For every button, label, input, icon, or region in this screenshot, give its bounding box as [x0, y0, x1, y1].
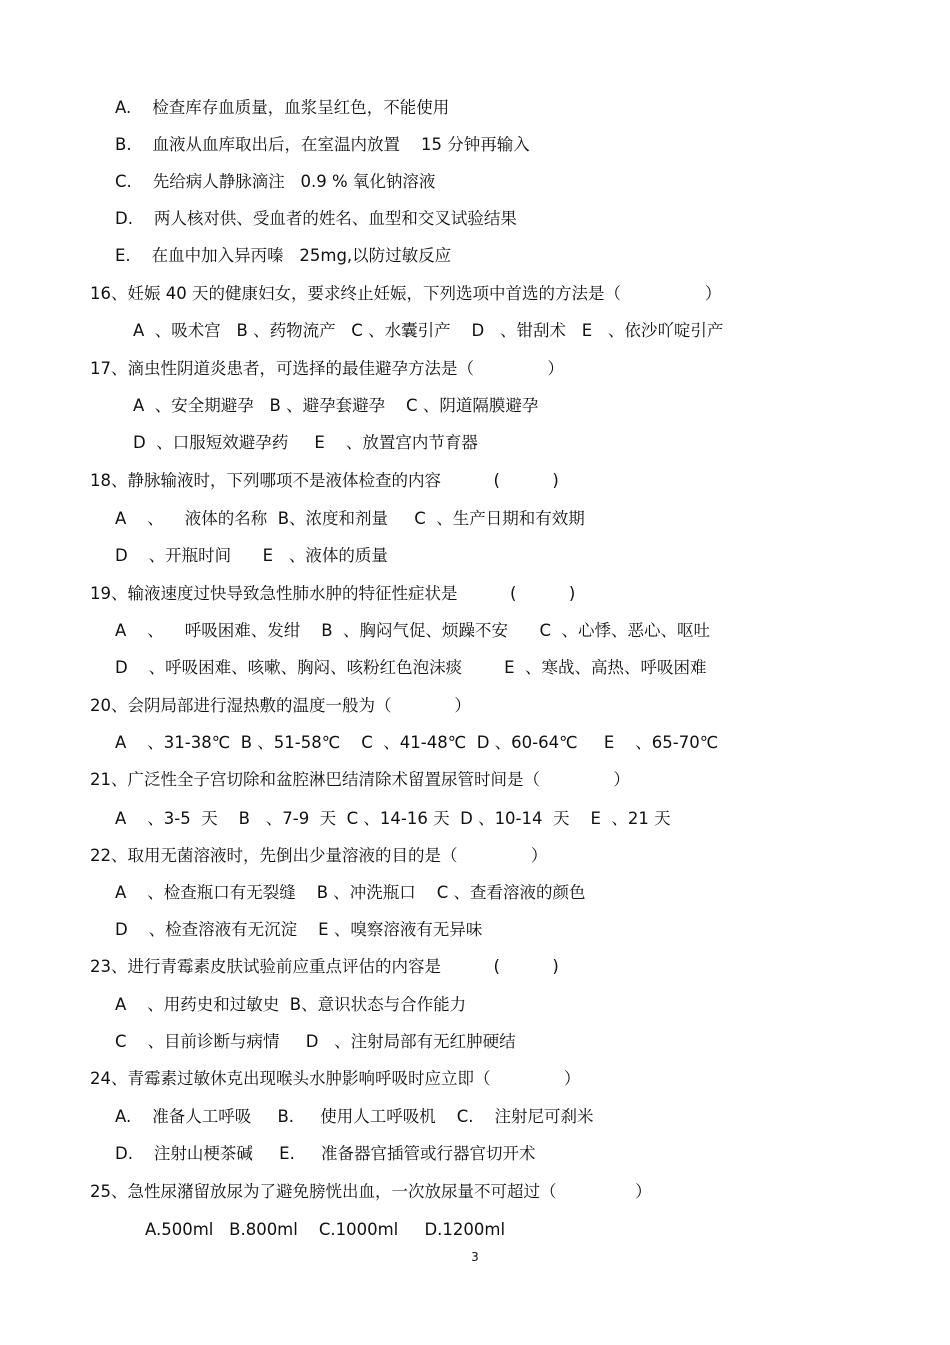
q15-option-b: B. 血液从血库取出后，在室温内放置 15 分钟再输入	[115, 135, 530, 154]
q16-options: A 、吸术宫 B 、药物流产 C 、水囊引产 D 、钳刮术 E 、依沙吖啶引产	[133, 321, 724, 340]
q20-options: A 、31-38℃ B 、51-58℃ C 、41-48℃ D 、60-64℃ E 、65-70℃	[115, 733, 719, 752]
q17-options-line1: A 、安全期避孕 B 、避孕套避孕 C 、阴道隔膜避孕	[133, 396, 539, 415]
question-16: 16、妊娠 40 天的健康妇女，要求终止妊娠，下列选项中首选的方法是（ ）	[90, 284, 722, 303]
q23-options-line1: A 、用药史和过敏史 B、意识状态与合作能力	[115, 995, 467, 1014]
q19-options-line1: A 、 呼吸困难、发绀 B 、胸闷气促、烦躁不安 C 、心悸、恶心、呕吐	[115, 621, 711, 640]
q17-options-line2: D 、口服短效避孕药 E 、放置宫内节育器	[133, 433, 478, 452]
page-number: 3	[471, 1250, 479, 1264]
q15-option-e: E. 在血中加入异丙嗪 25mg,以防过敏反应	[115, 246, 452, 265]
question-18: 18、静脉输液时，下列哪项不是液体检查的内容 ( )	[90, 471, 559, 490]
question-21: 21、广泛性全子宫切除和盆腔淋巴结清除术留置尿管时间是（ ）	[90, 770, 630, 789]
q15-option-a: A. 检查库存血质量，血浆呈红色，不能使用	[115, 98, 450, 117]
question-20: 20、会阴局部进行湿热敷的温度一般为（ ）	[90, 696, 471, 715]
q24-options-line2: D. 注射山梗茶碱 E. 准备器官插管或行器官切开术	[115, 1144, 536, 1163]
q22-options-line2: D 、检查溶液有无沉淀 E 、嗅察溶液有无异味	[115, 920, 483, 939]
question-17: 17、滴虫性阴道炎患者，可选择的最佳避孕方法是（ ）	[90, 359, 564, 378]
q21-options: A 、3-5 天 B 、7-9 天 C 、14-16 天 D 、10-14 天 E 、21 天	[115, 809, 671, 828]
q24-options-line1: A. 准备人工呼吸 B. 使用人工呼吸机 C. 注射尼可刹米	[115, 1107, 594, 1126]
question-23: 23、进行青霉素皮肤试验前应重点评估的内容是 ( )	[90, 957, 559, 976]
q19-options-line2: D 、呼吸困难、咳嗽、胸闷、咳粉红色泡沫痰 E 、寒战、高热、呼吸困难	[115, 658, 707, 677]
q15-option-d: D. 两人核对供、受血者的姓名、血型和交叉试验结果	[115, 209, 517, 228]
q22-options-line1: A 、检查瓶口有无裂缝 B 、冲洗瓶口 C 、查看溶液的颜色	[115, 883, 586, 902]
question-24: 24、青霉素过敏休克出现喉头水肿影响呼吸时应立即（ ）	[90, 1069, 581, 1088]
q15-option-c: C. 先给病人静脉滴注 0.9 % 氧化钠溶液	[115, 172, 436, 191]
question-25: 25、急性尿潴留放尿为了避免膀恍出血，一次放尿量不可超过（ ）	[90, 1182, 652, 1201]
question-22: 22、取用无菌溶液时，先倒出少量溶液的目的是（ ）	[90, 846, 548, 865]
q23-options-line2: C 、目前诊断与病情 D 、注射局部有无红肿硬结	[115, 1032, 516, 1051]
q18-options-line1: A 、 液体的名称 B、浓度和剂量 C 、生产日期和有效期	[115, 509, 585, 528]
q18-options-line2: D 、开瓶时间 E 、液体的质量	[115, 546, 388, 565]
question-19: 19、输液速度过快导致急性肺水肿的特征性症状是 ( )	[90, 584, 576, 603]
q25-options: A.500ml B.800ml C.1000ml D.1200ml	[145, 1220, 506, 1239]
